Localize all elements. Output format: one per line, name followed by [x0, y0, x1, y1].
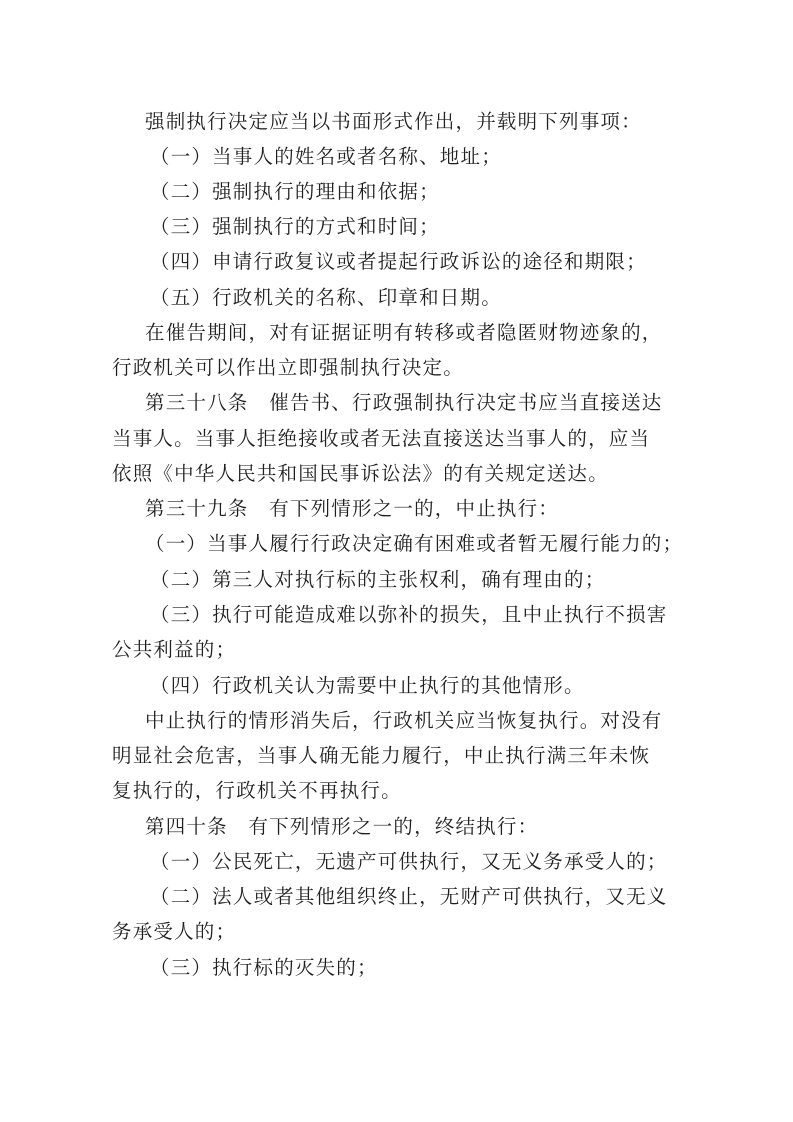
text-line: （三）执行可能造成难以弥补的损失，且中止执行不损害	[150, 603, 668, 626]
text-line: 当事人。当事人拒绝接收或者无法直接送达当事人的，应当	[112, 427, 651, 450]
text-line: 第三十九条 有下列情形之一的，中止执行：	[145, 497, 560, 520]
text-line: 中止执行的情形消失后，行政机关应当恢复执行。对没有	[145, 709, 663, 732]
text-line: 第四十条 有下列情形之一的，终结执行：	[145, 815, 539, 838]
text-line: （五）行政机关的名称、印章和日期。	[150, 286, 502, 309]
text-line: （二）强制执行的理由和依据；	[150, 180, 440, 203]
text-line: （一）公民死亡，无遗产可供执行，又无义务承受人的；	[150, 850, 668, 873]
text-line: （一）当事人履行行政决定确有困难或者暂无履行能力的；	[145, 532, 684, 555]
text-line: （一）当事人的姓名或者名称、地址；	[150, 145, 502, 168]
text-line: 务承受人的；	[112, 920, 237, 943]
text-line: 行政机关可以作出立即强制执行决定。	[112, 356, 464, 379]
text-line: （三）执行标的灭失的；	[150, 956, 378, 979]
text-line: 复执行的，行政机关不再执行。	[112, 779, 402, 802]
text-line: 依照《中华人民共和国民事诉讼法》的有关规定送达。	[112, 462, 609, 485]
text-line: 公共利益的；	[112, 638, 237, 661]
text-line: （四）申请行政复议或者提起行政诉讼的途径和期限；	[150, 250, 647, 273]
text-line: 在催告期间，对有证据证明有转移或者隐匿财物迹象的，	[145, 321, 663, 344]
text-line: （三）强制执行的方式和时间；	[150, 215, 440, 238]
text-line: （四）行政机关认为需要中止执行的其他情形。	[150, 674, 585, 697]
text-line: 第三十八条 催告书、行政强制执行决定书应当直接送达	[145, 391, 663, 414]
text-line: （二）第三人对执行标的主张权利，确有理由的；	[150, 568, 606, 591]
text-line: 明显社会危害，当事人确无能力履行，中止执行满三年未恢	[112, 744, 651, 767]
text-line: （二）法人或者其他组织终止，无财产可供执行，又无义	[150, 885, 668, 908]
text-line: 强制执行决定应当以书面形式作出，并载明下列事项：	[145, 110, 642, 133]
